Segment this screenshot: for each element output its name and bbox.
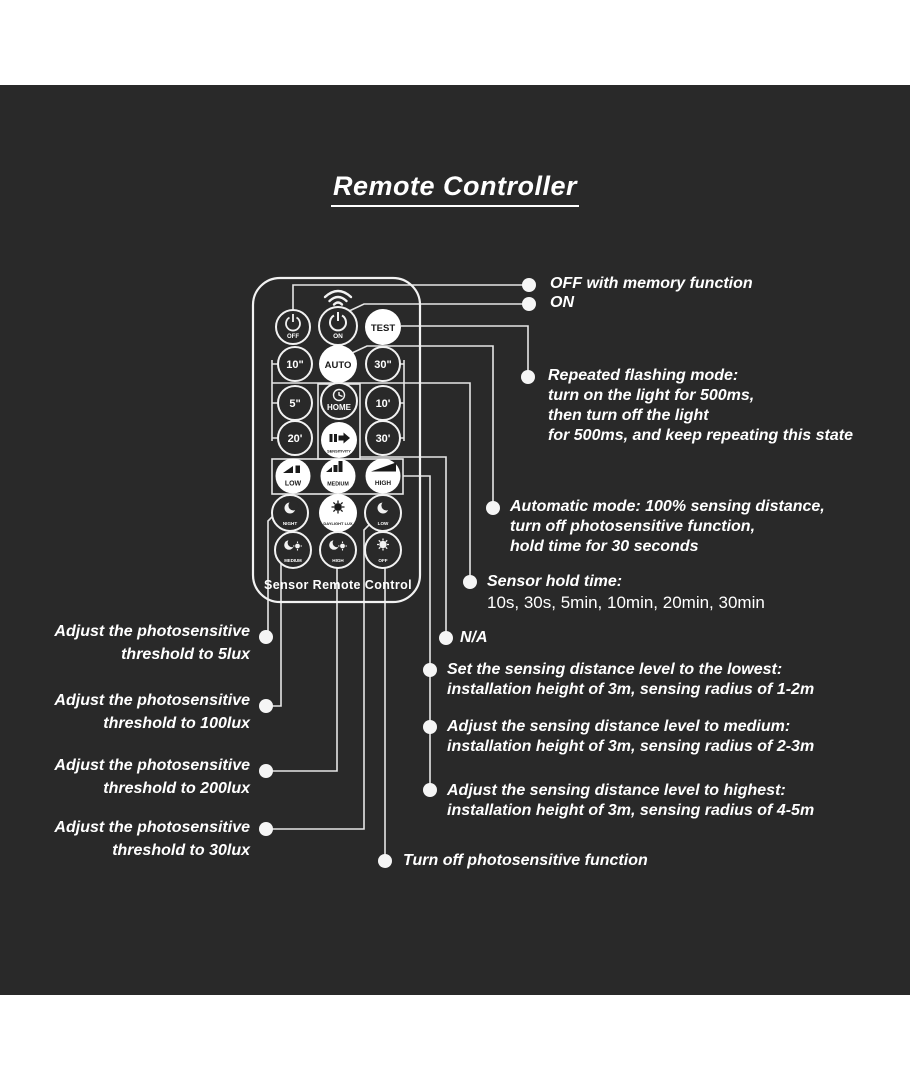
annotation-line: Adjust the photosensitive [54, 623, 250, 640]
line-on [347, 304, 529, 312]
annotation-line: installation height of 3m, sensing radius of 4-5m [447, 802, 815, 819]
bullet-dot [423, 783, 437, 797]
annotation-title: Sensor hold time: [487, 573, 623, 590]
sun-icon [332, 501, 345, 514]
annotation-sensor-hold-time [487, 572, 765, 613]
power-on-label: ON [333, 333, 343, 340]
annotation-line: Adjust the sensing distance level to medium: [447, 718, 791, 735]
annotation-line: threshold to 100lux [103, 715, 250, 732]
remote-footer-label: Sensor Remote Control [264, 578, 412, 592]
annotation-line: turn on the light for 500ms, [548, 387, 755, 404]
annotation-line: threshold to 30lux [112, 842, 250, 859]
lux-medium-button [275, 532, 311, 568]
annotation-text: ON [550, 294, 574, 311]
bullet-dot [463, 575, 477, 589]
annotation-line: Automatic mode: 100% sensing distance, [510, 498, 825, 515]
bullet-dot [486, 501, 500, 515]
line-lux5 [266, 517, 272, 637]
lux-high-label: HIGH [332, 558, 344, 563]
time-20min-label: 20' [287, 433, 303, 445]
annotation-text: OFF with memory function [550, 275, 753, 292]
time-10min-label: 10' [375, 398, 391, 410]
annotation-turn-off-photosensitive [403, 851, 648, 871]
distance-medium-button [321, 459, 356, 494]
power-off-button [276, 310, 310, 344]
lux-low-button [365, 495, 401, 531]
time-30s-button [366, 347, 400, 381]
auto-button [319, 345, 357, 383]
bullet-dot [439, 631, 453, 645]
annotation-lux5 [40, 620, 250, 666]
annotation-line: Adjust the photosensitive [54, 692, 250, 709]
sensitivity-button [321, 422, 357, 458]
auto-label: AUTO [324, 360, 352, 371]
time-5s-button [278, 386, 312, 420]
distance-high-button [366, 459, 401, 494]
lux-medium-label: MEDIUM [284, 558, 302, 563]
annotation-on [550, 293, 574, 313]
page-title-text: Remote Controller [331, 170, 579, 207]
lux-night-label: NIGHT [282, 521, 298, 526]
bullet-dot [521, 370, 535, 384]
distance-low-label: LOW [284, 480, 302, 488]
time-10s-label: 10" [286, 359, 304, 371]
test-button [365, 309, 401, 345]
annotation-line: then turn off the light [548, 407, 709, 424]
annotation-line: Repeated flashing mode: [548, 367, 739, 384]
annotation-line: installation height of 3m, sensing radius of 1-2m [447, 681, 815, 698]
annotation-lux30 [40, 816, 250, 862]
lux-off-button [365, 532, 401, 568]
lux-off-label: OFF [378, 558, 388, 563]
annotation-line: Adjust the photosensitive [54, 757, 250, 774]
bullet-dot [259, 764, 273, 778]
distance-medium-label: MEDIUM [327, 481, 349, 488]
time-10min-button [366, 386, 400, 420]
power-off-label: OFF [287, 334, 299, 340]
annotation-distance-lowest [447, 660, 814, 700]
line-lux200 [266, 567, 337, 771]
lux-low-label: LOW [377, 521, 389, 526]
distance-low-button [276, 459, 311, 494]
annotation-line: Adjust the sensing distance level to highest: [447, 782, 786, 799]
annotation-line: installation height of 3m, sensing radius of 2-3m [447, 738, 815, 755]
annotation-line: Set the sensing distance level to the lowest: [447, 661, 783, 678]
annotation-line: threshold to 200lux [103, 780, 250, 797]
bullet-dot [522, 278, 536, 292]
sun-icon [377, 539, 389, 551]
bullet-dot [378, 854, 392, 868]
home-button [321, 383, 357, 419]
annotation-text: N/A [460, 629, 488, 646]
time-10s-button [278, 347, 312, 381]
lux-high-button [320, 532, 356, 568]
time-20min-button [278, 421, 312, 455]
annotation-automatic-mode [510, 497, 825, 557]
annotation-values: 10s, 30s, 5min, 10min, 20min, 30min [487, 593, 765, 612]
annotation-line: turn off photosensitive function, [510, 518, 756, 535]
annotation-line: hold time for 30 seconds [510, 538, 699, 555]
power-on-button [319, 307, 357, 345]
lux-daylight-label: DAYLIGHT LUX [323, 521, 353, 526]
annotation-distance-medium [447, 717, 814, 757]
bullet-dot [259, 822, 273, 836]
time-30min-button [366, 421, 400, 455]
bullet-dot [259, 630, 273, 644]
line-off [293, 285, 529, 311]
lux-night-button [272, 495, 308, 531]
sensitivity-label: SENSITIVITY [327, 448, 351, 454]
annotation-line: for 500ms, and keep repeating this state [548, 427, 853, 444]
annotation-off-memory [550, 274, 753, 294]
time-30min-label: 30' [375, 433, 391, 445]
annotation-na [460, 628, 488, 648]
lux-daylight-button [319, 494, 357, 532]
test-label: TEST [370, 323, 396, 334]
bullet-dot [423, 663, 437, 677]
line-distance-group [403, 476, 430, 790]
time-30s-label: 30" [374, 359, 392, 371]
distance-high-label: HIGH [374, 480, 392, 487]
wifi-icon [325, 291, 351, 305]
annotation-flashing-mode [548, 366, 853, 446]
bullet-dot [259, 699, 273, 713]
home-label: HOME [327, 403, 351, 412]
annotation-line: threshold to 5lux [121, 646, 250, 663]
annotation-line: Adjust the photosensitive [54, 819, 250, 836]
time-5s-label: 5" [289, 398, 301, 410]
annotation-distance-highest [447, 781, 814, 821]
annotation-lux100 [40, 689, 250, 735]
annotation-text: Turn off photosensitive function [403, 852, 648, 869]
annotation-lux200 [40, 754, 250, 800]
bullet-dot [423, 720, 437, 734]
bullet-dot [522, 297, 536, 311]
